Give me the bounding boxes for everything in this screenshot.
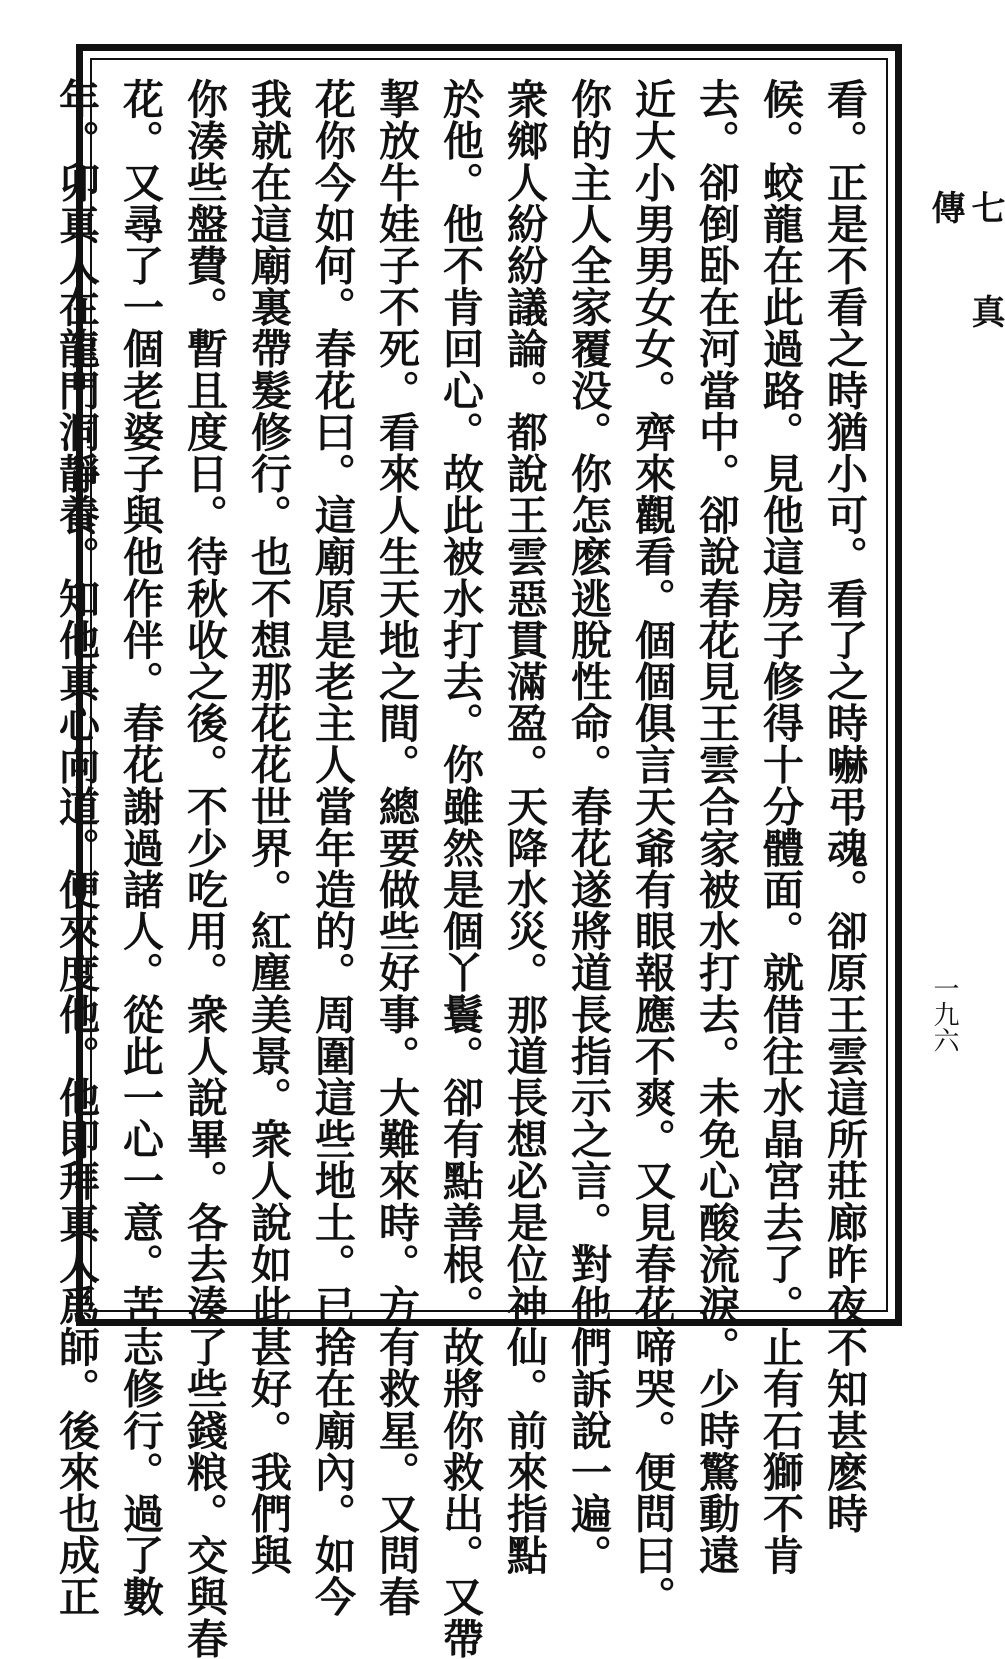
page-number: 一九六: [929, 975, 959, 1053]
text-column: 你的主人全家覆没。你怎麽逃脫性命。春花遂將道長指示之言。對他們訴說一遍。: [564, 78, 612, 1576]
text-column: 年。卯真人在龍門洞靜養。知他真心向道。便來度他。他即拜真人爲師。後來也成正: [52, 78, 100, 1618]
text-column: 花。又尋了一個老婆子與他作伴。春花謝過諸人。從此一心一意。苦志修行。過了數: [116, 78, 164, 1618]
text-column: 花你今如何。春花曰。這廟原是老主人當年造的。周圍這些地土。已捨在廟內。如今: [308, 78, 356, 1618]
text-column: 你湊些盤費。暫且度日。待秋收之後。不少吃用。衆人說畢。各去湊了些錢粮。交與春: [180, 78, 228, 1659]
text-column: 候。蛟龍在此過路。見他這房子修得十分體面。就借往水晶宮去了。止有石獅不肯: [756, 78, 804, 1576]
text-column: 衆鄉人紛紛議論。都說王雲惡貫滿盈。天降水災。那道長想必是位神仙。前來指點: [500, 78, 548, 1576]
text-column: 看。正是不看之時猶小可。看了之時嚇弔魂。卻原王雲這所莊廊昨夜不知甚麽時: [820, 78, 868, 1534]
text-column: 去。卻倒卧在河當中。卻說春花見王雲合家被水打去。未免心酸流淚。少時驚動遠: [692, 78, 740, 1576]
main-text-block: [52, 78, 876, 1659]
text-column: 近大小男男女女。齊來觀看。個個俱言天爺有眼報應不爽。又見春花啼哭。便問曰。: [628, 78, 676, 1618]
book-title: 七真傳: [925, 190, 1005, 398]
text-column: 挈放牛娃子不死。看來人生天地之間。總要做些好事。大難來時。方有救星。又問春: [372, 78, 420, 1618]
text-column: 我就在這廟裏帶髮修行。也不想那花花世界。紅塵美景。衆人說如此甚好。我們與: [244, 78, 292, 1576]
text-column: 於他。他不肯回心。故此被水打去。你雖然是個丫鬟。卻有點善根。故將你救出。又帶: [436, 78, 484, 1659]
